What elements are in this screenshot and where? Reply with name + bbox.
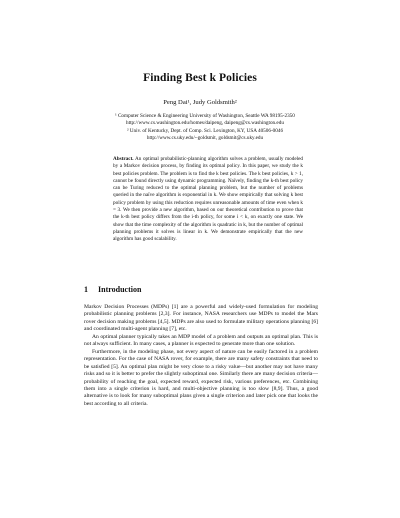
paragraph: An optimal planner typically takes an MDP model of a problem and outputs an optimal plan. This is not always sufficient. In many cases, a planner is expected to generate more than one solution. [84,333,318,348]
paragraph: Furthermore, in the modeling phase, not every aspect of nature can be easily factored in a problem representation. For the case of NASA rover, for example, there are many safety constraints that need to be satisfied [5]. An optimal plan might be very close to a risky value—but another may not have many risks and so it is better to prefer the slightly suboptimal one. Similarly there are many decision criteria—probability of reaching the goal, expected reward, expected risk, various preferences, etc. Combining them into a single criterion is hard, and multi-objective planning is too slow [8,9]. Thus, a good alternative is to look for many suboptimal plans given a single criterion and later pick one that looks the best according to all criteria. [84,348,318,407]
abstract-label: Abstract. [113,156,134,162]
section-number: 1 [84,285,88,294]
affiliation-1-address: ¹ Computer Science & Engineering University of Washington, Seattle WA 98195-2350 [115,113,295,119]
section-title: Introduction [98,285,142,294]
affiliation-2 [70,128,340,142]
abstract [113,156,303,244]
affiliation-2-address: ² Univ. of Kentucky, Dept. of Comp. Sci. Lexington, KY, USA 40506-0046 [126,128,284,134]
paper-authors: Peng Dai¹, Judy Goldsmith² [163,99,237,106]
affiliation-2-contact: http://www.cs.uky.edu/~goldsmit, goldsmit@cs.uky.edu [146,135,264,141]
paper-title: Finding Best k Policies [143,72,257,84]
abstract-text: An optimal probabilistic-planning algorithm solves a problem, usually modeled by a Markov decision process, by finding its optimal policy. In this paper, we study the k best policies problem. The problem is to find the k best policies. The k best policies, k > 1, cannot be found directly using dynamic programming. Naïvely, finding the k-th best policy can be Turing reduced to the optimal planning problem, but the number of problems queried in the naïve algorithm is exponential in k. We show empirically that solving k best policy problem by using this reduction requires unreasonable amounts of time even when k = 3. We then provide a new algorithm, based on our theoretical contribution to prove that the k-th best policy differs from the i-th policy, for some i < k, on exactly one state. We show that the time complexity of the algorithm is quadratic in k, but the number of optimal planning problems it solves is linear in k. We demonstrate empirically that the new algorithm has good scalability. [113,156,303,243]
section-heading [84,285,141,294]
affiliation-1 [70,113,340,127]
affiliation-1-contact: http://www.cs.washington.edu/homes/daipeng, daipeng@cs.washington.edu [126,120,284,126]
paragraph: Markov Decision Processes (MDPs) [1] are a powerful and widely-used formulation for modeling probabilistic planning problems [2,3]. For instance, NASA researchers use MDPs to model the Mars rover decision making problems [4,5]. MDPs are also used to formulate military operations planning [6] and coordinated multi-agent planning [7], etc. [84,304,318,333]
body-text [84,304,318,408]
